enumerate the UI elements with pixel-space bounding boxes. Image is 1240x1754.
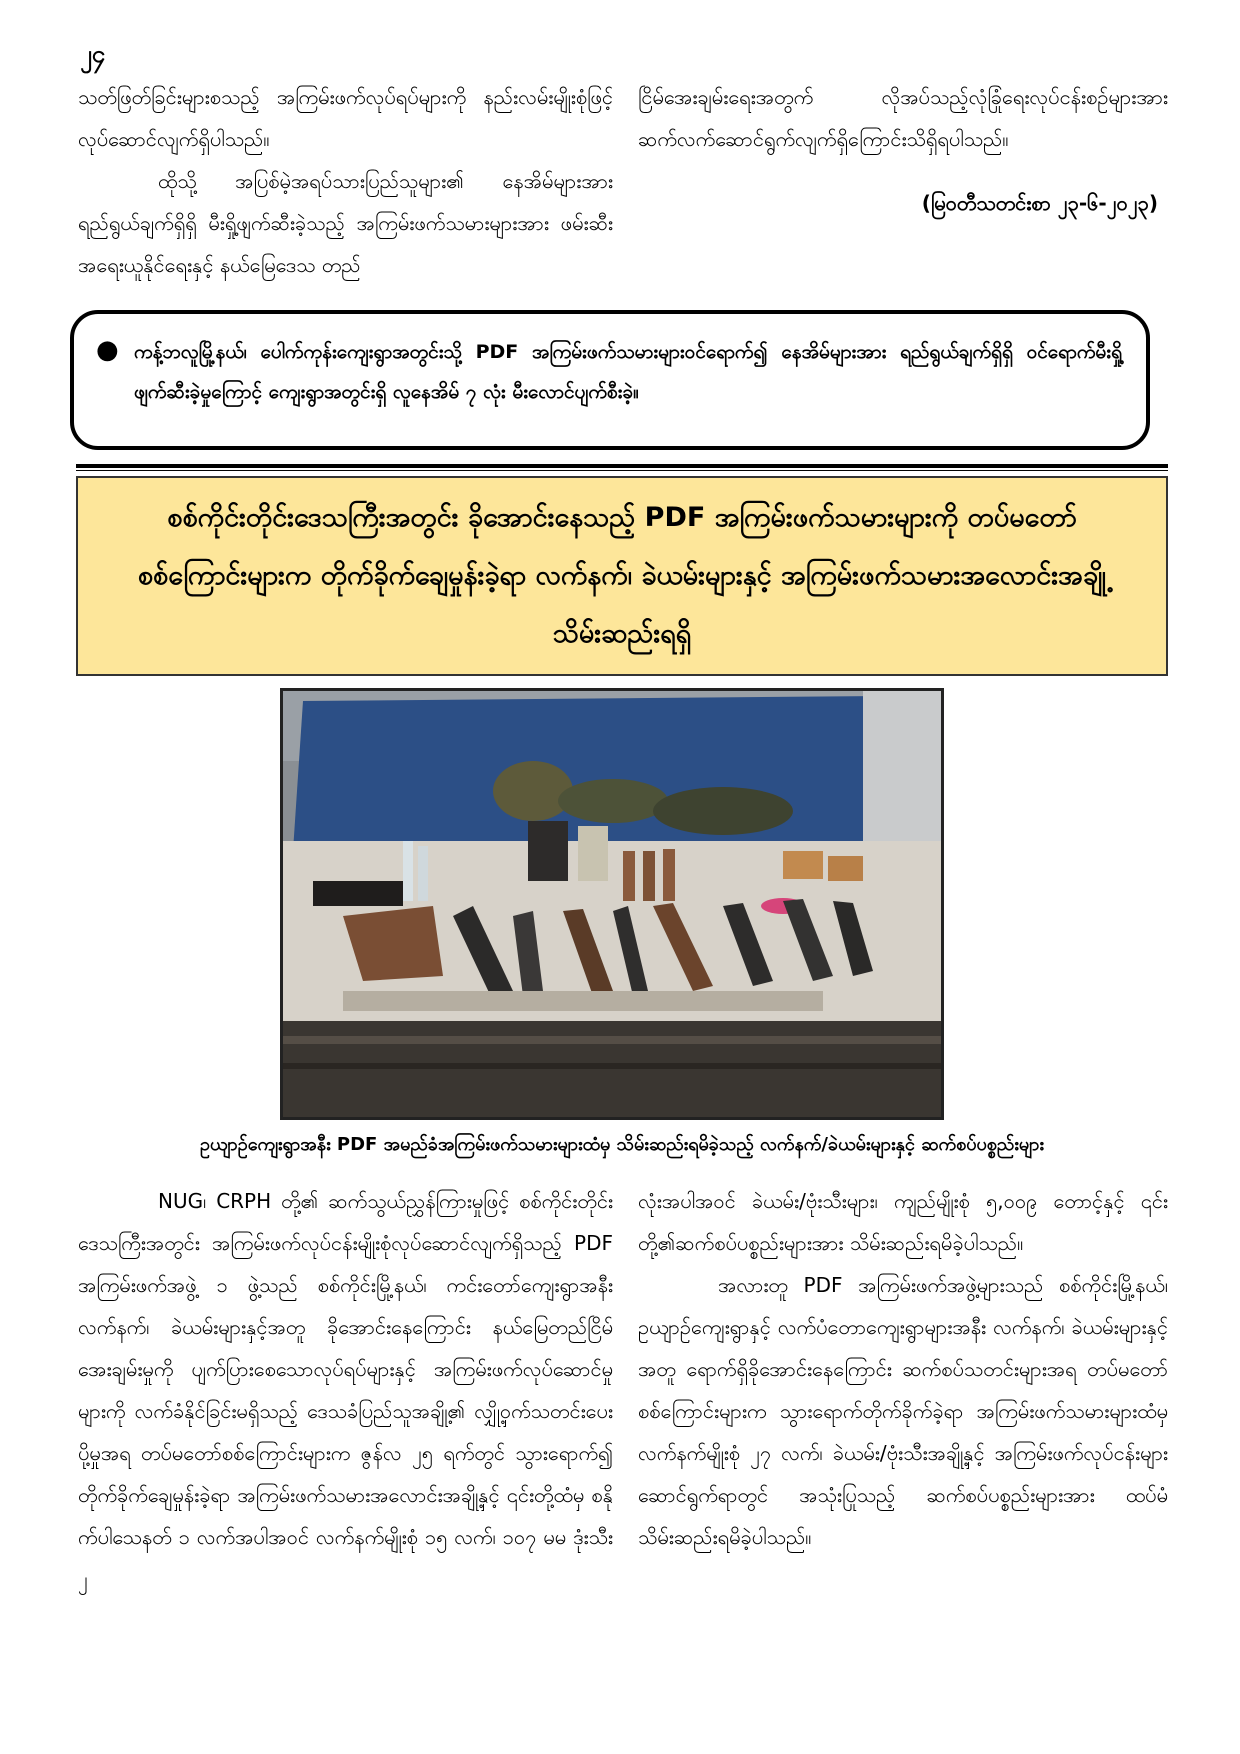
headline-text: စစ်ကိုင်းတိုင်းဒေသကြီးအတွင်း ခိုအောင်းနေသည့် PDF အကြမ်းဖက်သမားများကို တပ်မတော်စစ်ကြောင်းများက တိုက်ခိုက်ချေမှုန်းခဲ့ရာ လက်နက်၊ ခဲယမ်းများနှင့် အကြမ်းဖက်သမားအလောင်းအချို့ သိမ်းဆည်းရရှိ [137,502,1107,649]
paragraph: ငြိမ်အေးချမ်းရေးအတွက် လိုအပ်သည့်လုံခြုံရေးလုပ်ငန်းစဉ်များအား ဆက်လက်ဆောင်ရွက်လျက်ရှိကြောင်းသိရှိရပါသည်။ [638,85,1168,151]
paragraph: အလားတူ PDF အကြမ်းဖက်အဖွဲ့များသည် စစ်ကိုင်းမြို့နယ်၊ ဥယျာဉ်ကျေးရွာနှင့် လက်ပံတောကျေးရွာများအနီး လက်နက်၊ ခဲယမ်းများနှင့်အတူ ရောက်ရှိခိုအောင်းနေကြောင်း ဆက်စပ်သတင်းများအရ တပ်မတော်စစ်ကြောင်းများက သွားရောက်တိုက်ခိုက်ခဲ့ရာ အကြမ်းဖက်သမားများထံမှ လက်နက်မျိုးစုံ ၂၇ လက်၊ ခဲယမ်း/ဗုံးသီးအချို့နှင့် အကြမ်းဖက်လုပ်ငန်းများဆောင်ရွက်ရာတွင် အသုံးပြုသည့် ဆက်စပ်ပစ္စည်းများအား ထပ်မံသိမ်းဆည်းရမိခဲ့ပါသည်။ [638,1273,1168,1549]
news-brief-box [70,310,1150,450]
article-headline [76,476,1168,676]
news-brief-text: ကန့်ဘလူမြို့နယ်၊ ပေါက်ကုန်းကျေးရွာအတွင်းသို့ PDF အကြမ်းဖက်သမားများဝင်ရောက်၍ နေအိမ်များအား ရည်ရွယ်ချက်ရှိရှိ ဝင်ရောက်မီးရှို့ဖျက်ဆီးခဲ့မှုကြောင့် ကျေးရွာအတွင်းရှိ လူနေအိမ် ၇ လုံး မီးလောင်ပျက်စီးခဲ့။ [134,341,1122,403]
paragraph: NUG၊ CRPH တို့၏ ဆက်သွယ်ညွှန်ကြားမှုဖြင့် စစ်ကိုင်းတိုင်းဒေသကြီးအတွင်း အကြမ်းဖက်လုပ်ငန်းမျိုးစုံလုပ်ဆောင်လျက်ရှိသည့် PDF အကြမ်းဖက်အဖွဲ့ ၁ ဖွဲ့သည် စစ်ကိုင်းမြို့နယ်၊ ကင်းတော်ကျေးရွာအနီး လက်နက်၊ ခဲယမ်းများနှင့်အတူ ခိုအောင်းနေကြောင်း နယ်မြေတည်ငြိမ်အေးချမ်းမှုကို ပျက်ပြားစေသောလုပ်ရပ်များနှင့် အကြမ်းဖက်လုပ်ဆောင်မှုများကို လက်ခံနိုင်ခြင်းမရှိသည့် ဒေသခံပြည်သူအချို့၏ လျှို့ဝှက်သတင်းပေးပို့မှုအရ တပ်မတော်စစ်ကြောင်းများက ဇွန်လ ၂၅ ရက်တွင် သွားရောက်၍ တိုက်ခိုက်ချေမှုန်းခဲ့ရာ အကြမ်းဖက်သမားအလောင်းအချို့နှင့် ၎င်းတို့ထံမှ စနိုက်ပါသေနတ် ၁ လက်အပါအဝင် လက်နက်မျိုးစုံ ၁၅ လက်၊ ၁၀၇ မမ ဒုံးသီး ၂ [78,1189,613,1591]
seized-weapons-photo [280,688,944,1120]
paragraph: ထိုသို့ အပြစ်မဲ့အရပ်သားပြည်သူများ၏ နေအိမ်များအား ရည်ရွယ်ချက်ရှိရှိ မီးရှို့ဖျက်ဆီးခဲ့သည့် အကြမ်းဖက်သမားများအား ဖမ်းဆီးအရေးယူနိုင်ရေးနှင့် နယ်မြေဒေသ တည် [78,169,613,277]
paragraph: သတ်ဖြတ်ခြင်းများစသည့် အကြမ်းဖက်လုပ်ရပ်များကို နည်းလမ်းမျိုးစုံဖြင့် လုပ်ဆောင်လျက်ရှိပါသည်။ [78,85,613,151]
photo-illustration [283,691,941,1117]
top-left-column [78,76,613,286]
top-right-column [638,76,1168,224]
divider [76,470,1168,471]
paragraph: လုံးအပါအဝင် ခဲယမ်း/ဗုံးသီးများ၊ ကျည်မျိုးစုံ ၅,၀၀၉ တောင့်နှင့် ၎င်းတို့၏ဆက်စပ်ပစ္စည်းများအား သိမ်းဆည်းရမိခဲ့ပါသည်။ [638,1189,1168,1255]
source-citation: (မြဝတီသတင်းစာ ၂၃-၆-၂၀၂၃) [921,191,1158,215]
bottom-right-column [638,1180,1168,1558]
bullet-icon: ● [96,335,119,365]
page-number: ၂၄ [80,40,106,68]
bottom-left-column [78,1180,613,1600]
photo-caption: ဥယျာဉ်ကျေးရွာအနီး PDF အမည်ခံအကြမ်းဖက်သမားများထံမှ သိမ်းဆည်းရမိခဲ့သည့် လက်နက်/ခဲယမ်းများနှင့် ဆက်စပ်ပစ္စည်းများ [200,1134,1044,1155]
divider [76,464,1168,468]
